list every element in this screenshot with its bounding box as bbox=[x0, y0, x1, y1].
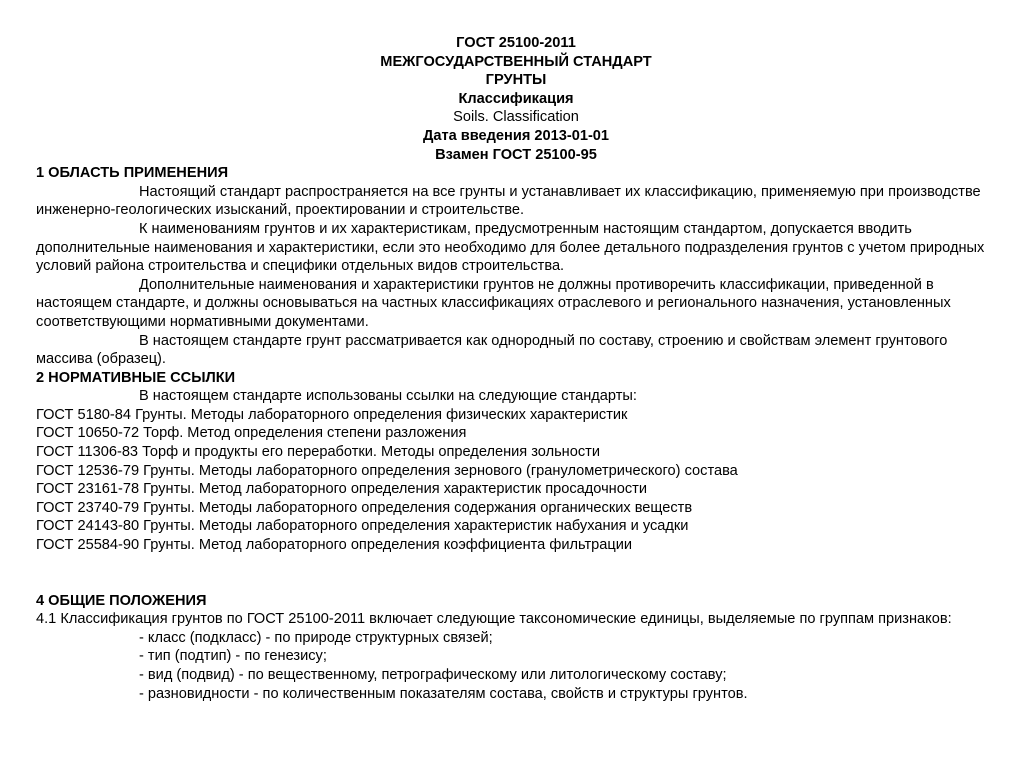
reference-item: ГОСТ 11306-83 Торф и продукты его переработки. Методы определения зольности bbox=[36, 444, 600, 461]
effective-date: Дата введения 2013-01-01 bbox=[422, 127, 610, 144]
section-gap bbox=[36, 555, 996, 592]
standard-type: МЕЖГОСУДАРСТВЕННЫЙ СТАНДАРТ bbox=[380, 53, 652, 70]
taxonomy-list-item: - тип (подтип) - по генезису; bbox=[139, 648, 327, 665]
reference-item: ГОСТ 25584-90 Грунты. Метод лабораторного определения коэффициента фильтрации bbox=[36, 537, 633, 554]
english-title: Soils. Classification bbox=[453, 109, 579, 126]
taxonomy-list-item: - разновидности - по количественным показателям состава, свойств и структуры грунтов. bbox=[139, 685, 748, 702]
reference-item: ГОСТ 12536-79 Грунты. Методы лабораторного определения зернового (гранулометрического) состава bbox=[36, 462, 738, 479]
section-1-paragraph: К наименованиям грунтов и их характеристикам, предусмотренным настоящим стандартом, допускается вводить дополнительные наименования и характеристики, если это необходимо для более детального подразделения грунтов с учетом природных условий района строительства и специфики отдельных видов строительства. bbox=[36, 220, 985, 275]
section-1-paragraph: Дополнительные наименования и характеристики грунтов не должны противоречить классификации, приведенной в настоящем стандарте, и должны основываться на частных классификациях отраслевого и регионального назначения, установленных соответствующими нормативными документами. bbox=[36, 276, 951, 330]
section-1-paragraph: В настоящем стандарте грунт рассматривается как однородный по составу, строению и свойствам элемент грунтового массива (образец). bbox=[36, 332, 948, 368]
section-4-intro: 4.1 Классификация грунтов по ГОСТ 25100-2011 включает следующие таксономические единицы, выделяемые по группам признаков: bbox=[36, 611, 952, 628]
section-1-heading: 1 ОБЛАСТЬ ПРИМЕНЕНИЯ bbox=[36, 165, 229, 182]
section-1-paragraph: Настоящий стандарт распространяется на все грунты и устанавливает их классификацию, применяемую при производстве инженерно-геологических изысканий, проектировании и строительстве. bbox=[36, 183, 981, 219]
doc-number: ГОСТ 25100-2011 bbox=[456, 35, 576, 51]
section-2-intro: В настоящем стандарте использованы ссылки на следующие стандарты: bbox=[139, 388, 637, 405]
reference-item: ГОСТ 5180-84 Грунты. Методы лабораторного определения физических характеристик bbox=[36, 406, 628, 423]
section-2-heading: 2 НОРМАТИВНЫЕ ССЫЛКИ bbox=[36, 369, 236, 386]
replaces-note: Взамен ГОСТ 25100-95 bbox=[435, 146, 597, 163]
doc-subtitle: Классификация bbox=[458, 90, 574, 107]
reference-item: ГОСТ 23161-78 Грунты. Метод лабораторного определения характеристик просадочности bbox=[36, 481, 647, 498]
document-page bbox=[36, 34, 996, 703]
reference-item: ГОСТ 10650-72 Торф. Метод определения степени разложения bbox=[36, 425, 467, 442]
doc-title: ГРУНТЫ bbox=[485, 72, 547, 89]
section-4-heading: 4 ОБЩИЕ ПОЛОЖЕНИЯ bbox=[36, 592, 207, 609]
taxonomy-list-item: - вид (подвид) - по вещественному, петрографическому или литологическому составу; bbox=[139, 667, 727, 683]
reference-item: ГОСТ 23740-79 Грунты. Методы лабораторного определения содержания органических веществ bbox=[36, 499, 693, 516]
taxonomy-list-item: - класс (подкласс) - по природе структурных связей; bbox=[139, 629, 493, 646]
reference-item: ГОСТ 24143-80 Грунты. Методы лабораторного определения характеристик набухания и усадки bbox=[36, 518, 689, 535]
